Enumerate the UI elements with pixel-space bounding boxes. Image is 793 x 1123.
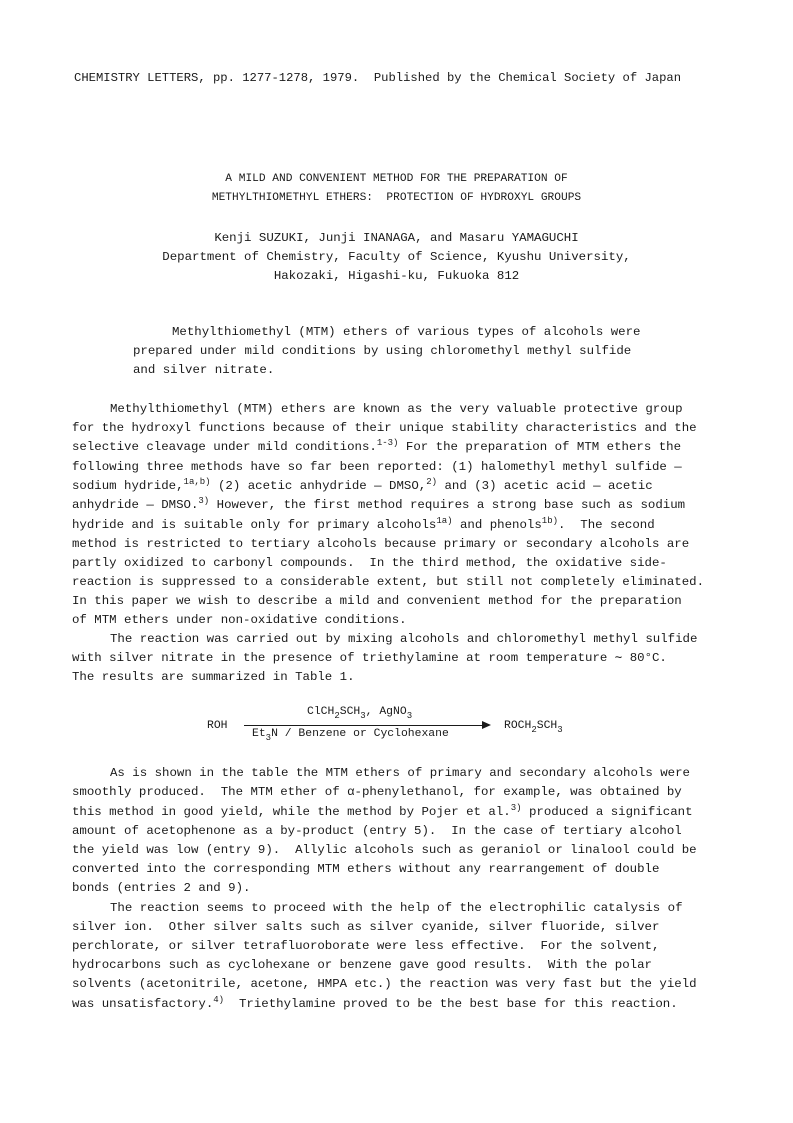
affiliation-line-2: Hakozaki, Higashi-ku, Fukuoka 812: [273, 269, 520, 283]
body-text: anhydride — DMSO.: [72, 498, 199, 512]
body-line: [72, 995, 678, 1011]
subscript: 3: [406, 711, 413, 721]
abstract-line: and silver nitrate.: [133, 363, 275, 377]
citation-ref: 1a,b): [183, 477, 211, 487]
body-text: produced a significant: [521, 805, 693, 819]
body-line: [72, 438, 682, 454]
body-line: Methylthiomethyl (MTM) ethers are known as the very valuable protective group: [110, 402, 683, 416]
body-line: perchlorate, or silver tetrafluoroborate were less effective. For the solvent,: [72, 939, 660, 953]
body-line: amount of acetophenone as a by-product (entry 5). In the case of tertiary alcohol: [72, 824, 682, 838]
body-line: hydrocarbons such as cyclohexane or benzene gave good results. With the polar: [72, 958, 652, 972]
body-text: this method in good yield, while the method by Pojer et al.: [72, 805, 511, 819]
abstract-line: Methylthiomethyl (MTM) ethers of various types of alcohols were: [172, 325, 641, 339]
body-line: [72, 477, 653, 493]
body-line: silver ion. Other silver salts such as silver cyanide, silver fluoride, silver: [72, 920, 660, 934]
citation-ref: 1-3): [376, 438, 399, 448]
product-text: SCH: [536, 720, 558, 732]
body-line: [72, 516, 655, 532]
body-line: method is restricted to tertiary alcohols because primary or secondary alcohols are: [72, 537, 690, 551]
body-text: For the preparation of MTM ethers the: [398, 440, 682, 454]
subscript: 2: [531, 725, 537, 735]
body-line: following three methods have so far been reported: (1) halomethyl methyl sulfide —: [72, 460, 682, 474]
body-text: and phenols: [452, 518, 542, 532]
body-line: converted into the corresponding MTM ethers without any rearrangement of double: [72, 862, 660, 876]
body-line: As is shown in the table the MTM ethers of primary and secondary alcohols were: [110, 766, 690, 780]
body-text: (2) acetic anhydride — DMSO,: [210, 479, 427, 493]
subscript: 3: [265, 733, 272, 743]
body-line: [72, 803, 693, 819]
body-line: for the hydroxyl functions because of their unique stability characteristics and the: [72, 421, 697, 435]
body-line: [72, 496, 686, 512]
article-title-line-2: METHYLTHIOMETHYL ETHERS: PROTECTION OF HYDROXYL GROUPS: [211, 192, 582, 204]
product-label: [504, 720, 563, 735]
body-text: selective cleavage under mild conditions.: [72, 440, 377, 454]
subscript: 2: [334, 711, 340, 721]
body-text: sodium hydride,: [72, 479, 184, 493]
body-line: the yield was low (entry 9). Allylic alcohols such as geraniol or linalool could be: [72, 843, 697, 857]
citation-ref: 2): [426, 477, 438, 487]
reagent-text: SCH: [339, 706, 361, 718]
citation-ref: 3): [198, 496, 210, 506]
reagent-text: ClCH: [307, 706, 335, 718]
body-line: solvents (acetonitrile, acetone, HMPA etc.) the reaction was very fast but the yield: [72, 977, 697, 991]
body-text: Triethylamine proved to be the best base for this reaction.: [224, 997, 678, 1011]
body-line: In this paper we wish to describe a mild and convenient method for the preparation: [72, 594, 682, 608]
reagent-top-label: [307, 706, 413, 721]
subscript: 3: [557, 725, 563, 735]
body-line: The results are summarized in Table 1.: [72, 670, 355, 684]
citation-ref: 1b): [541, 516, 558, 526]
arrow-head-icon: [482, 721, 491, 729]
body-text: . The second: [558, 518, 655, 532]
body-line: reaction is suppressed to a considerable extent, but still not completely eliminated.: [72, 575, 705, 589]
body-line: The reaction seems to proceed with the help of the electrophilic catalysis of: [110, 901, 683, 915]
body-line: bonds (entries 2 and 9).: [72, 881, 251, 895]
journal-citation: CHEMISTRY LETTERS, pp. 1277-1278, 1979. Published by the Chemical Society of Japan: [74, 71, 682, 85]
article-title-line-1: A MILD AND CONVENIENT METHOD FOR THE PREPARATION OF: [225, 173, 568, 185]
body-line: of MTM ethers under non-oxidative conditions.: [72, 613, 407, 627]
body-line: partly oxidized to carbonyl compounds. In the third method, the oxidative side-: [72, 556, 667, 570]
reagent-text: , AgNO: [365, 706, 407, 718]
affiliation-line-1: Department of Chemistry, Faculty of Science, Kyushu University,: [162, 250, 631, 264]
abstract-line: prepared under mild conditions by using chloromethyl methyl sulfide: [133, 344, 632, 358]
body-text: was unsatisfactory.: [72, 997, 214, 1011]
body-text: and (3) acetic acid — acetic: [437, 479, 653, 493]
body-text: hydride and is suitable only for primary alcohols: [72, 518, 437, 532]
citation-ref: 3): [510, 803, 522, 813]
reagent-text: Et: [252, 728, 266, 740]
body-line: smoothly produced. The MTM ether of α-phenylethanol, for example, was obtained by: [72, 785, 682, 799]
citation-ref: 4): [213, 995, 225, 1005]
body-text: However, the first method requires a strong base such as sodium: [209, 498, 686, 512]
product-text: ROCH: [504, 720, 532, 732]
body-line: The reaction was carried out by mixing alcohols and chloromethyl methyl sulfide: [110, 632, 698, 646]
subscript: 3: [360, 711, 366, 721]
reagent-text: N / Benzene or Cyclohexane: [271, 728, 449, 740]
citation-ref: 1a): [436, 516, 453, 526]
author-names: Kenji SUZUKI, Junji INANAGA, and Masaru YAMAGUCHI: [214, 231, 579, 245]
body-line: with silver nitrate in the presence of triethylamine at room temperature ∼ 80°C.: [72, 651, 667, 665]
reagent-bottom-label: [252, 728, 449, 743]
reactant-label: ROH: [207, 720, 228, 732]
reaction-arrow: [244, 725, 484, 726]
